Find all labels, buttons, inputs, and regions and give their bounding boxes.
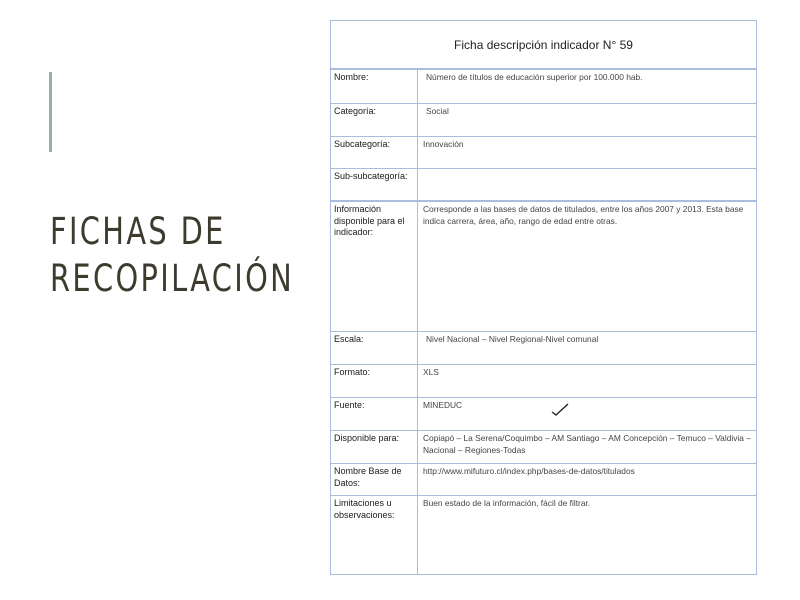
checkmark-icon — [551, 403, 569, 417]
row-label: Sub-subcategoría: — [331, 169, 418, 200]
row-value: Copiapó – La Serena/Coquimbo – AM Santiago – AM Concepción – Temuco – Valdivia – Nacional – Regiones-Todas — [423, 433, 751, 455]
row-label: Subcategoría: — [331, 137, 418, 168]
row-fuente — [331, 398, 756, 431]
card-header: Ficha descripción indicador N° 59 — [331, 21, 756, 70]
row-nombre-base — [331, 464, 756, 496]
row-limitaciones — [331, 496, 756, 574]
row-categoria — [331, 104, 756, 137]
slide-title-line-1: FICHAS DE — [50, 210, 226, 253]
row-informacion — [331, 202, 756, 332]
row-label: Información disponible para el indicador: — [331, 202, 418, 331]
indicator-card — [330, 20, 757, 575]
row-label: Fuente: — [331, 398, 418, 430]
row-label: Escala: — [331, 332, 418, 364]
slide-title-line-2: RECOPILACIÓN — [50, 257, 295, 300]
slide-title — [50, 208, 294, 302]
accent-bar — [49, 72, 52, 152]
row-escala — [331, 332, 756, 365]
row-value: Nivel Nacional – Nivel Regional-Nivel comunal — [426, 334, 599, 344]
row-nombre — [331, 70, 756, 104]
row-formato — [331, 365, 756, 398]
indicator-table — [331, 70, 756, 574]
row-label: Limitaciones u observaciones: — [331, 496, 418, 574]
row-label: Nombre Base de Datos: — [331, 464, 418, 495]
row-label: Categoría: — [331, 104, 418, 136]
row-sub-subcategoria — [331, 169, 756, 202]
row-value: XLS — [423, 367, 439, 377]
row-value: Buen estado de la información, fácil de filtrar. — [423, 498, 591, 508]
row-label: Disponible para: — [331, 431, 418, 463]
row-disponible — [331, 431, 756, 464]
row-value: Innovación — [423, 139, 464, 149]
row-label: Nombre: — [331, 70, 418, 103]
row-value: Social — [426, 106, 449, 116]
row-value — [418, 169, 756, 200]
row-label: Formato: — [331, 365, 418, 397]
row-value: MINEDUC — [423, 400, 463, 410]
row-value: http://www.mifuturo.cl/index.php/bases-de-datos/titulados — [423, 466, 635, 476]
row-subcategoria — [331, 137, 756, 169]
row-value: Número de títulos de educación superior por 100.000 hab. — [426, 72, 643, 82]
row-value: Corresponde a las bases de datos de titulados, entre los años 2007 y 2013. Esta base indica carrera, área, año, rango de edad entre otras. — [423, 204, 744, 226]
